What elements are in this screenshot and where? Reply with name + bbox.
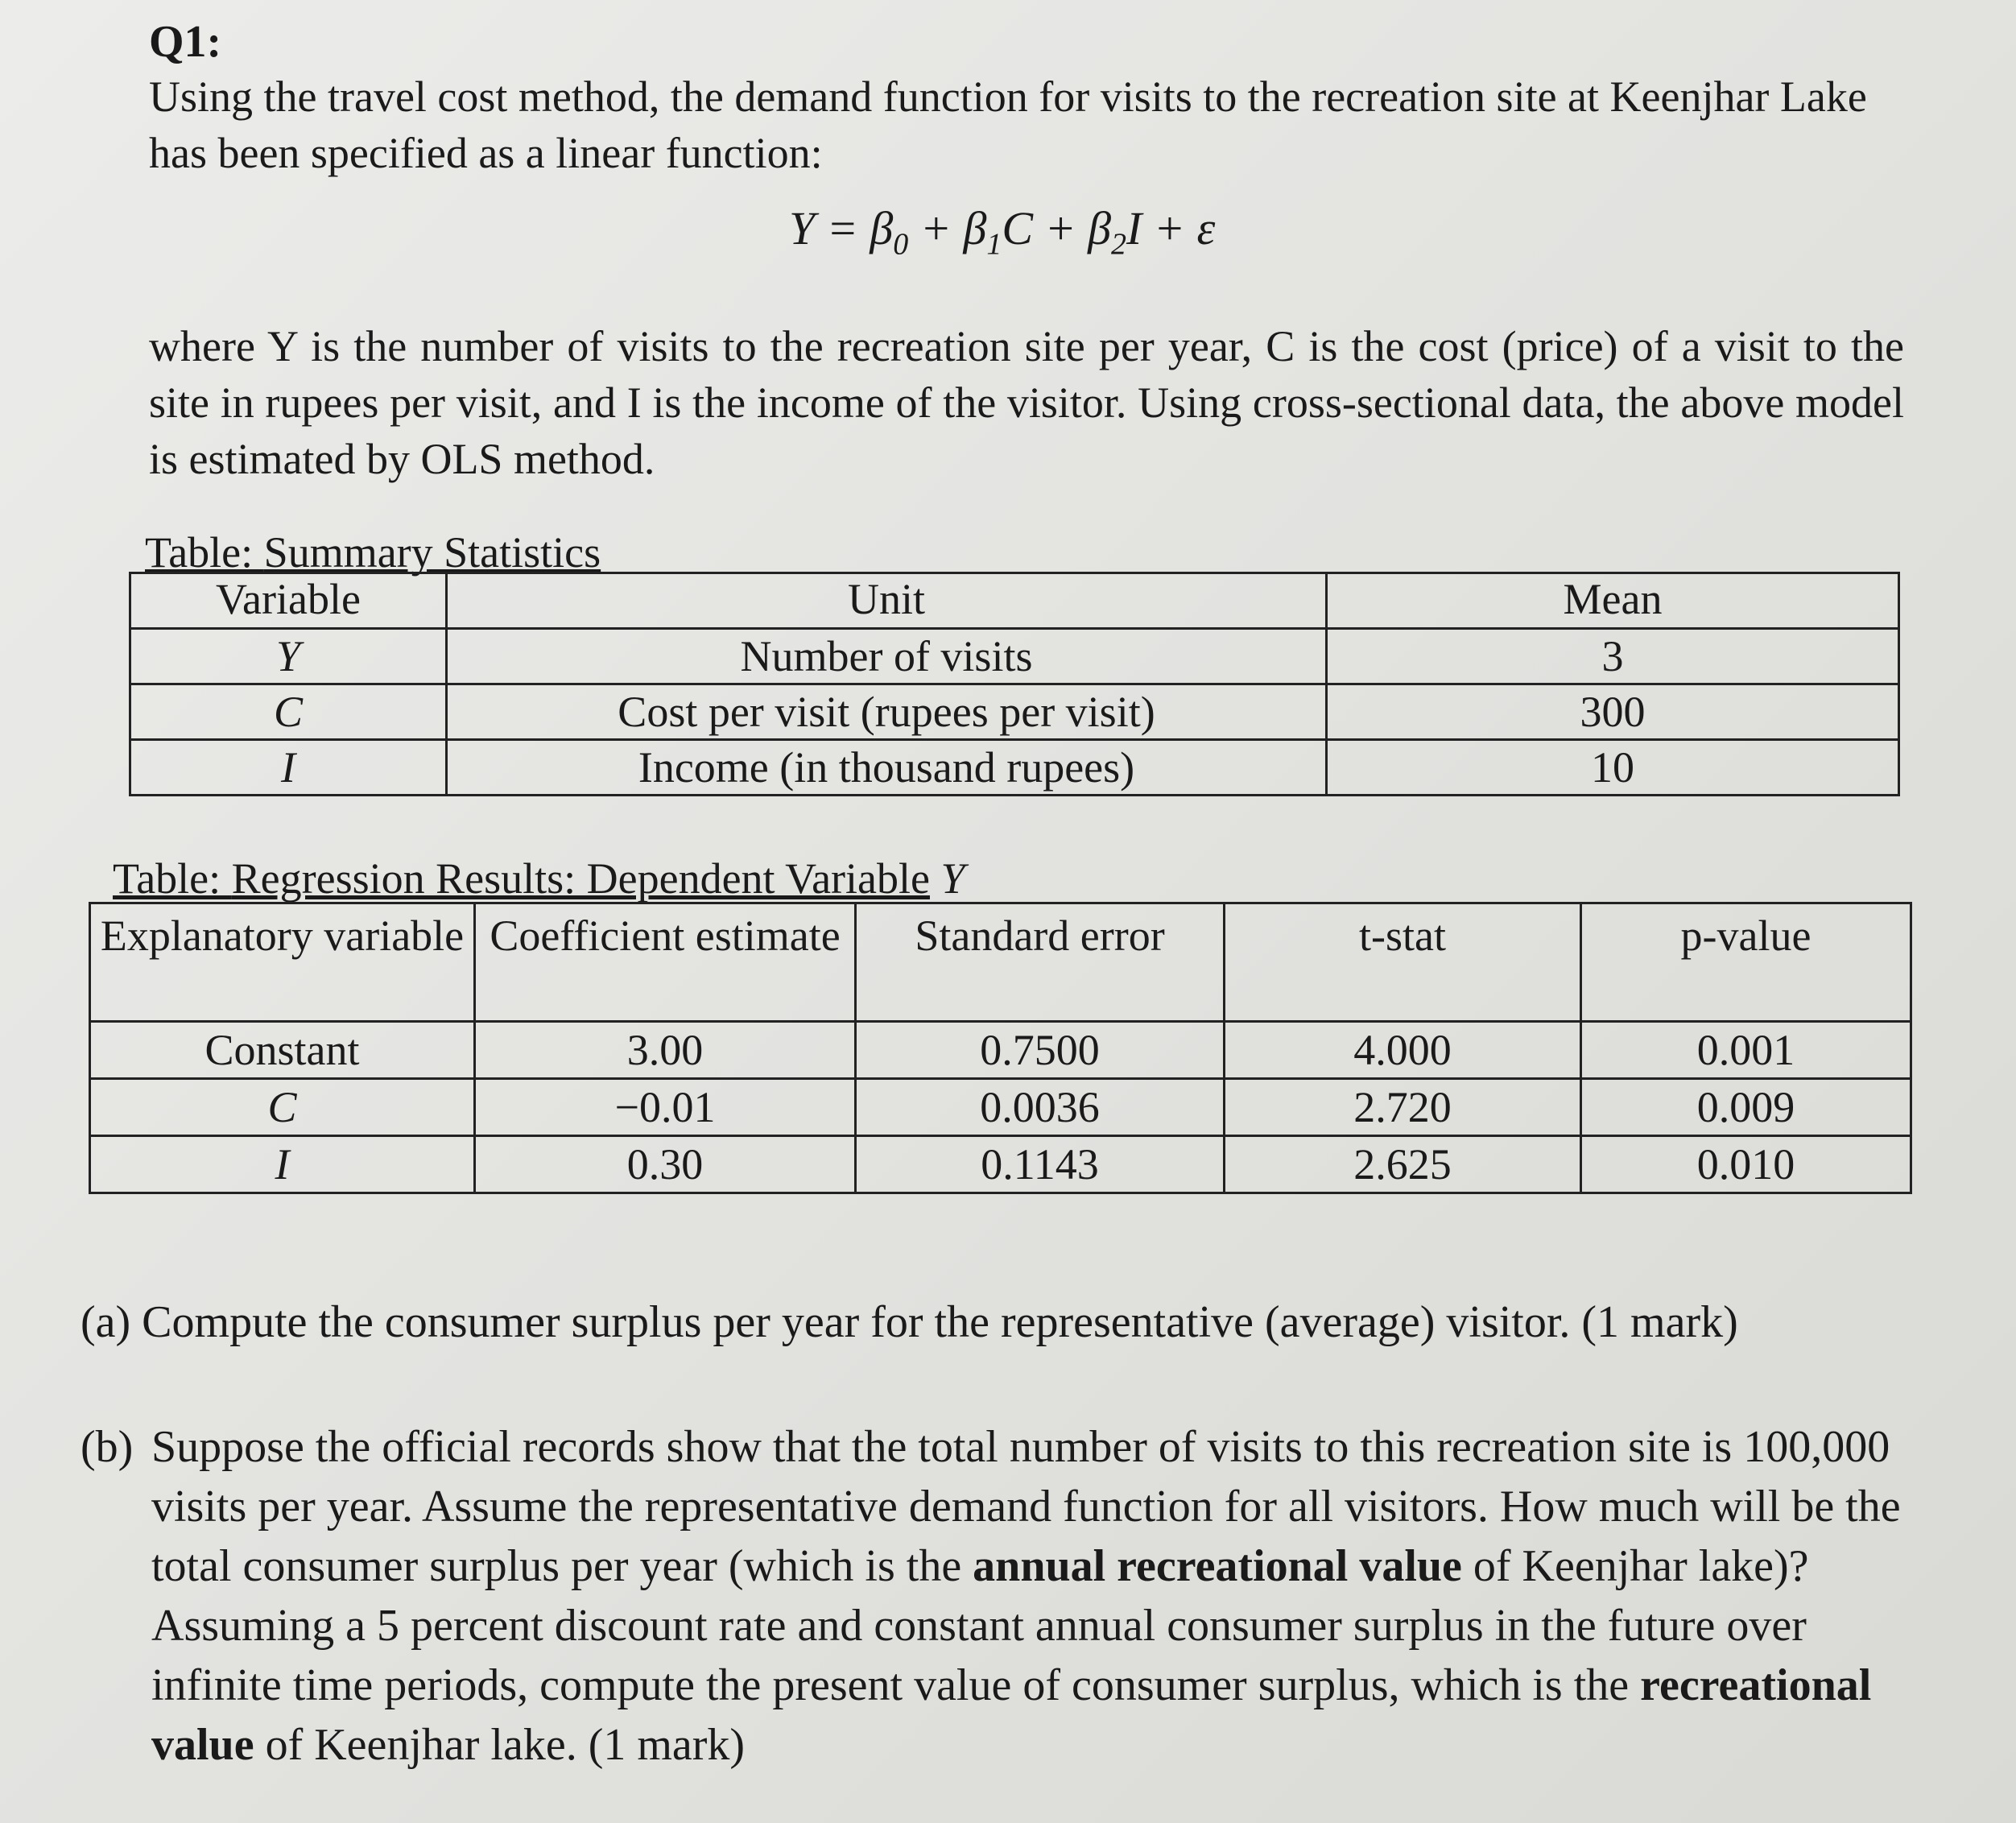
demand-equation	[789, 201, 1215, 262]
header-mean: Mean	[1327, 573, 1899, 629]
eq-beta0: β	[870, 202, 894, 254]
eq-beta1-sub: 1	[986, 227, 1002, 262]
part-b-label: (b)	[81, 1422, 134, 1472]
eq-cost-term: C +	[1002, 202, 1089, 254]
cell-unit: Number of visits	[447, 629, 1327, 684]
eq-beta1: β	[963, 202, 987, 254]
cell-variable: C	[130, 684, 447, 740]
cell-se: 0.0036	[856, 1079, 1225, 1136]
cell-mean: 3	[1327, 629, 1899, 684]
summary-table-caption	[145, 527, 601, 577]
cell-variable: Y	[130, 629, 447, 684]
regression-table-caption	[113, 854, 965, 903]
summary-statistics-table	[129, 572, 1900, 796]
header-standard-error: Standard error	[856, 903, 1225, 1022]
cell-se: 0.1143	[856, 1136, 1225, 1193]
part-b-body	[151, 1417, 1931, 1775]
table-row	[130, 740, 1899, 796]
table-row	[90, 1136, 1911, 1193]
regression-caption-var: Y	[940, 854, 965, 903]
header-coefficient: Coefficient estimate	[475, 903, 856, 1022]
part-b-text-1: Suppose the official records show that the total number of visits to this recreation site is 100,000 visits per year. Assume the representative demand function for all visitors. How much will be the total consumer surplus per year (which is the	[151, 1422, 1901, 1591]
eq-beta2: β	[1088, 202, 1112, 254]
cell-t: 2.625	[1225, 1136, 1581, 1193]
part-a-label: (a)	[81, 1297, 131, 1347]
cell-coef: 3.00	[475, 1022, 856, 1079]
cell-mean: 300	[1327, 684, 1899, 740]
part-b-text-3: of Keenjhar lake. (1 mark)	[254, 1720, 746, 1770]
eq-beta0-sub: 0	[893, 227, 909, 262]
part-b-text-2: of Keenjhar lake)? Assuming a 5 percent discount rate and constant annual consumer surplus in the future over infinite time periods, compute the present value of consumer surplus, which is the	[151, 1541, 1809, 1710]
cell-variable: I	[130, 740, 447, 796]
eq-lhs: Y =	[789, 202, 870, 254]
eq-plus: +	[908, 202, 964, 254]
part-b-bold-1: annual recreational value	[973, 1541, 1462, 1591]
cell-t: 4.000	[1225, 1022, 1581, 1079]
part-a-text: Compute the consumer surplus per year for the representative (average) visitor. (1 mark)	[142, 1297, 1738, 1347]
question-intro: Using the travel cost method, the demand function for visits to the recreation site at Keenjhar Lake has been specified as a linear function:	[149, 72, 1867, 177]
table-row	[90, 1079, 1911, 1136]
cell-se: 0.7500	[856, 1022, 1225, 1079]
header-unit: Unit	[447, 573, 1327, 629]
model-description: where Y is the number of visits to the recreation site per year, C is the cost (price) of a visit to the site in rupees per visit, and I is the income of the visitor. Using cross-sectional data, the above model is estimated by OLS method.	[149, 322, 1904, 483]
part-b	[81, 1417, 1932, 1770]
cell-p: 0.001	[1581, 1022, 1911, 1079]
table-header-row	[130, 573, 1899, 629]
table-row	[90, 1022, 1911, 1079]
regression-caption-title: Regression Results: Dependent Variable	[231, 854, 930, 903]
regression-caption-prefix: Table:	[113, 854, 232, 903]
cell-var: Constant	[90, 1022, 475, 1079]
cell-var: I	[90, 1136, 475, 1193]
header-p-value: p-value	[1581, 903, 1911, 1022]
question-label: Q1:	[149, 17, 222, 67]
cell-mean: 10	[1327, 740, 1899, 796]
part-a	[81, 1296, 1738, 1348]
cell-coef: 0.30	[475, 1136, 856, 1193]
summary-caption-title: Summary Statistics	[263, 528, 601, 577]
eq-beta2-sub: 2	[1111, 227, 1127, 262]
cell-unit: Income (in thousand rupees)	[447, 740, 1327, 796]
table-header-row	[90, 903, 1911, 1022]
cell-coef: −0.01	[475, 1079, 856, 1136]
eq-income-term: I + ε	[1126, 202, 1216, 254]
cell-p: 0.010	[1581, 1136, 1911, 1193]
table-row	[130, 684, 1899, 740]
cell-var: C	[90, 1079, 475, 1136]
cell-t: 2.720	[1225, 1079, 1581, 1136]
cell-p: 0.009	[1581, 1079, 1911, 1136]
table-row	[130, 629, 1899, 684]
summary-caption-prefix: Table:	[145, 528, 264, 577]
header-t-stat: t-stat	[1225, 903, 1581, 1022]
regression-results-table	[89, 902, 1912, 1194]
part-b-bold-2: recreational value	[151, 1660, 1872, 1770]
header-variable: Variable	[130, 573, 447, 629]
cell-unit: Cost per visit (rupees per visit)	[447, 684, 1327, 740]
header-explanatory: Explanatory variable	[90, 903, 475, 1022]
